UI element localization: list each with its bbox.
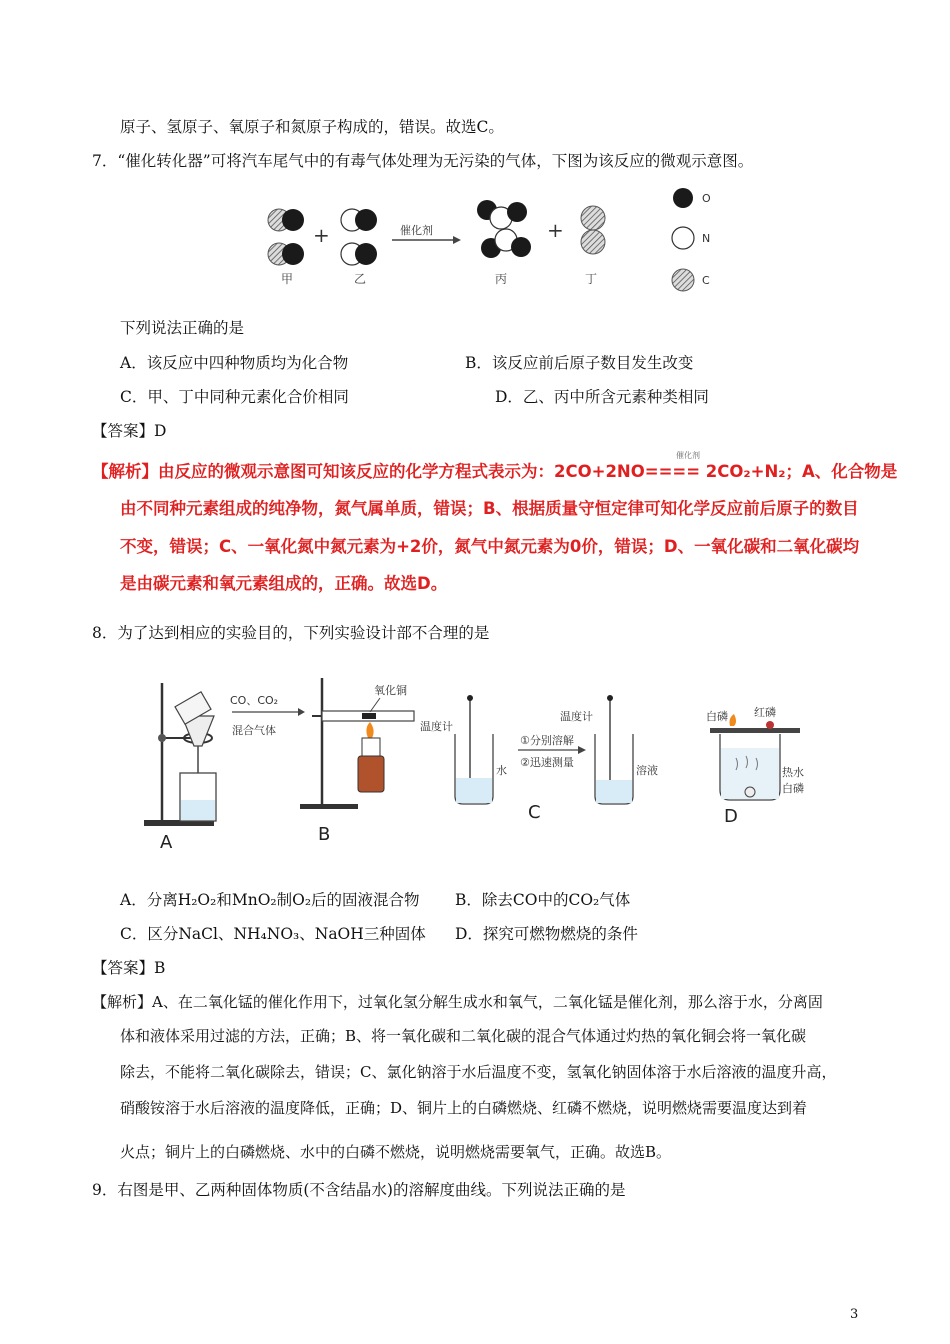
q7-option-b: B．该反应前后原子数目发生改变: [465, 354, 694, 372]
q7-option-c: C．甲、丁中同种元素化合价相同: [120, 388, 349, 406]
d-white2-label: 白磷: [782, 782, 804, 795]
q7-analysis-line-2: 由不同种元素组成的纯净物，氮气属单质，错误；B、根据质量守恒定律可知化学反应前后原子的数目: [120, 499, 859, 518]
q7-molecule-diagram: [255, 180, 725, 295]
eq-catalyst-label: 催化剂: [676, 451, 700, 460]
d-red-label: 红磷: [754, 706, 776, 719]
q8-option-a: A．分离H₂O₂和MnO₂制O₂后的固液混合物: [120, 891, 420, 909]
legend-c-atom: [672, 269, 694, 291]
b-cuo-label: 氧化铜: [374, 684, 407, 697]
label-yi: 乙: [354, 272, 367, 286]
legend-c-label: C: [702, 274, 710, 287]
q7-analysis-line-4: 是由碳元素和氧元素组成的，正确。故选D。: [120, 574, 448, 593]
q8-analysis-line-1: 【解析】A、在二氧化锰的催化作用下，过氧化氢分解生成水和氧气，二氧化锰是催化剂，那么溶于水，分离固: [92, 993, 823, 1011]
q8-analysis-line-2: 体和液体采用过滤的方法，正确；B、将一氧化碳和二氧化碳的混合气体通过灼热的氧化铜会将一氧化碳: [120, 1027, 807, 1045]
n2-molecule: [581, 206, 605, 254]
plus-sign: +: [313, 223, 330, 247]
q8-analysis-line-3: 除去，不能将二氧化碳除去，错误；C、氯化钠溶于水后温度不变，氢氧化钠固体溶于水后溶液的温度升高，: [120, 1063, 837, 1081]
c-step2-label: ②迅速测量: [520, 756, 574, 769]
plus-sign: +: [547, 218, 564, 242]
co-molecule: [268, 243, 304, 265]
label-ding: 丁: [585, 272, 598, 286]
q7-analysis-line-1: 【解析】由反应的微观示意图可知该反应的化学方程式表示为：2CO+2NO==== 2CO₂+N₂；A、化合物是: [92, 462, 898, 481]
label-c: C: [528, 802, 541, 823]
intro-line: 原子、氢原子、氧原子和氮原子构成的，错误。故选C。: [120, 118, 504, 136]
legend-o-label: O: [702, 192, 711, 205]
apparatus-d-combustion: [706, 705, 804, 827]
q8-answer: 【答案】B: [92, 959, 166, 977]
b-gas-label: CO、CO₂: [230, 694, 279, 707]
label-b: B: [318, 824, 331, 845]
d-white-label: 白磷: [706, 710, 728, 723]
q8-analysis-line-5: 火点；铜片上的白磷燃烧、水中的白磷不燃烧，说明燃烧需要氧气，正确。故选B。: [120, 1143, 672, 1161]
c-therm1-label: 温度计: [420, 720, 453, 733]
arrow-head-icon: [453, 236, 461, 244]
q7-option-d: D．乙、丙中所含元素种类相同: [495, 388, 709, 406]
q7-prompt: 下列说法正确的是: [120, 319, 245, 337]
no-molecule: [341, 209, 377, 231]
label-a: A: [160, 832, 173, 853]
d-hot-label: 热水: [782, 766, 804, 779]
legend-n-atom: [672, 227, 694, 249]
q7-stem: 7．“催化转化器”可将汽车尾气中的有毒气体处理为无污染的气体，下图为该反应的微观示意图。: [92, 152, 754, 170]
c-therm2-label: 温度计: [560, 710, 593, 723]
co2-molecule: [481, 229, 531, 258]
q7-analysis-line-3: 不变，错误；C、一氧化氮中氮元素为+2价，氮气中氮元素为0价，错误；D、一氧化碳和二氧化碳均: [120, 537, 860, 556]
co-molecule: [268, 209, 304, 231]
q7-answer: 【答案】D: [92, 422, 167, 440]
label-bing: 丙: [495, 272, 508, 286]
q7-option-a: A．该反应中四种物质均为化合物: [120, 354, 349, 372]
q9-stem: 9．右图是甲、乙两种固体物质(不含结晶水)的溶解度曲线。下列说法正确的是: [92, 1181, 626, 1199]
q8-option-b: B．除去CO中的CO₂气体: [455, 891, 631, 909]
legend-o-atom: [673, 188, 693, 208]
q8-option-c: C．区分NaCl、NH₄NO₃、NaOH三种固体: [120, 925, 426, 943]
q8-option-d: D．探究可燃物燃烧的条件: [455, 925, 638, 943]
apparatus-b-reduction: [230, 678, 414, 845]
apparatus-a-filtration: [144, 683, 216, 853]
c-step1-label: ①分别溶解: [520, 734, 574, 747]
q8-stem: 8．为了达到相应的实验目的，下列实验设计部不合理的是: [92, 624, 490, 642]
label-d: D: [724, 806, 738, 827]
c-water-label: 水: [496, 764, 507, 777]
legend-n-label: N: [702, 232, 711, 245]
no-molecule: [341, 243, 377, 265]
co2-molecule: [477, 200, 527, 229]
q8-apparatus-diagram: [140, 668, 804, 858]
page-number: 3: [850, 1307, 859, 1322]
catalyst-label: 催化剂: [400, 224, 433, 237]
label-jia: 甲: [281, 272, 294, 286]
apparatus-c-dissolution: [420, 695, 658, 823]
q8-analysis-line-4: 硝酸铵溶于水后溶液的温度降低，正确；D、铜片上的白磷燃烧、红磷不燃烧，说明燃烧需要温度达到着: [120, 1099, 808, 1117]
c-solution-label: 溶液: [636, 764, 658, 777]
b-mix-label: 混合气体: [232, 724, 276, 737]
